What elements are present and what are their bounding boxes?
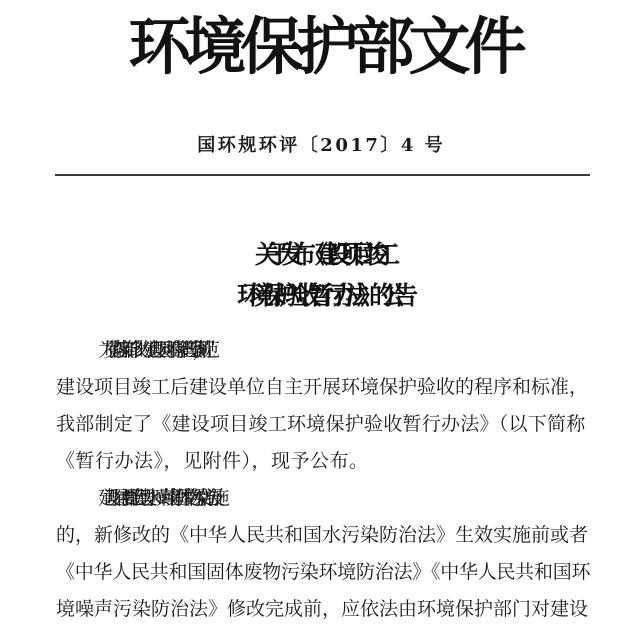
body-paragraph-2 — [56, 480, 590, 628]
masthead-title: 环境保护部文件 — [128, 10, 521, 83]
body-line: 我部制定了《建设项目竣工环境保护验收暂行办法》（以下简称 — [56, 413, 586, 435]
document-title-line-1: 关于发布《建设项目竣工 — [254, 240, 387, 269]
body-line: 的，新修改的《中华人民共和国水污染防治法》生效实施前或者 — [56, 524, 589, 546]
body-line: 《中华人民共和国固体废物污染环境防治法》《中华人民共和国环 — [56, 561, 591, 583]
body-paragraph-1 — [56, 332, 590, 480]
document-title — [0, 234, 640, 316]
document-number: 国环规环评〔2017〕4 号 — [197, 135, 446, 156]
body-line: 境噪声污染防治法》修改完成前，应依法由环境保护部门对建设 — [56, 598, 589, 620]
body-line: 建设项目竣工后建设单位自主开展环境保护验收的程序和标准， — [56, 376, 589, 398]
body-line: 建设项目需要配套建设水、噪声或者固体废物污染防治设施 — [98, 487, 216, 509]
document-body — [56, 332, 590, 628]
document-title-line-2: 环境保护验收暂行办法》的公告 — [236, 281, 405, 310]
body-line: 为贯彻落实新修改的《建设项目环境保护管理条例》，规范 — [98, 339, 206, 361]
body-line: 《暂行办法》，见附件），现予公布。 — [56, 450, 369, 472]
header-divider-rule — [55, 174, 590, 176]
